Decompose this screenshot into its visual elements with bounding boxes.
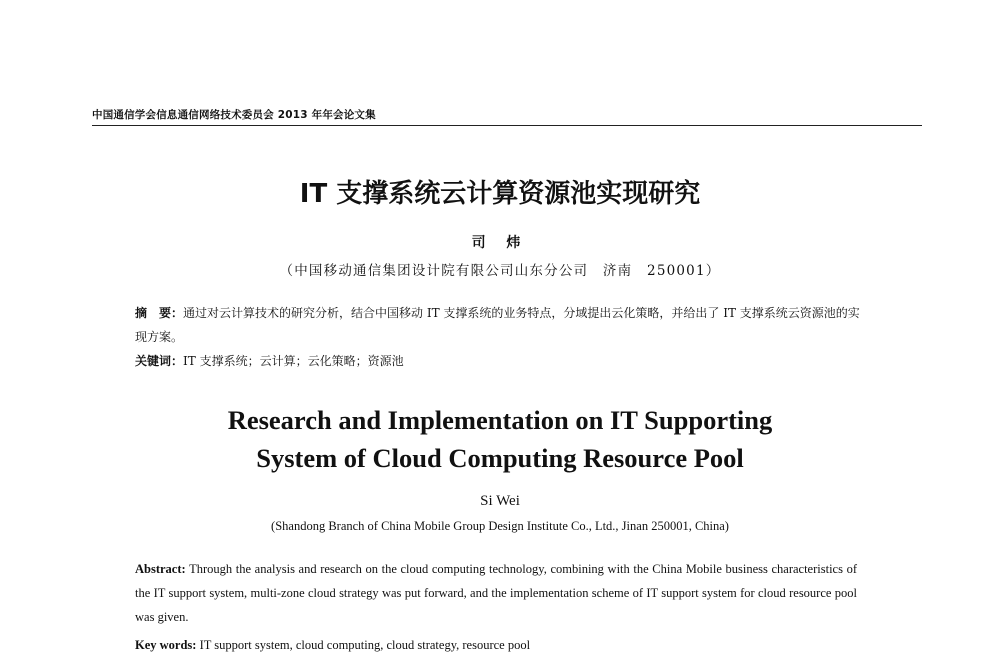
english-title-line-2: System of Cloud Computing Resource Pool: [256, 443, 744, 473]
english-title-line-1: Research and Implementation on IT Supporting: [227, 405, 773, 435]
chinese-title: IT 支撑系统云计算资源池实现研究: [299, 179, 701, 209]
english-affiliation: (Shandong Branch of China Mobile Group Design Institute Co., Ltd., Jinan 250001, China): [271, 519, 729, 533]
chinese-abstract: [135, 301, 865, 349]
english-abstract-label: Abstract:: [135, 562, 186, 576]
english-keywords-text: IT support system, cloud computing, cloud strategy, resource pool: [199, 638, 531, 652]
english-keywords-label: Key words:: [135, 638, 197, 652]
chinese-abstract-label: 摘 要：: [135, 306, 184, 320]
chinese-keywords-text: IT 支撑系统；云计算；云化策略；资源池: [183, 354, 404, 368]
english-title: [0, 401, 1000, 477]
chinese-keywords: [135, 352, 865, 370]
english-abstract: [135, 557, 857, 629]
chinese-author: 司 炜: [471, 235, 529, 251]
chinese-affiliation: （中国移动通信集团设计院有限公司山东分公司 济南 250001）: [279, 263, 721, 279]
running-header: 中国通信学会信息通信网络技术委员会 2013 年年会论文集: [92, 109, 376, 121]
header-rule: [92, 125, 922, 126]
english-keywords: [135, 636, 857, 654]
chinese-keywords-label: 关键词：: [135, 354, 184, 368]
english-abstract-text: Through the analysis and research on the cloud computing technology, combining with the China Mobile business characteristics of the IT support system, multi-zone cloud strategy was put forward, and the implementation scheme of IT support system for cloud resource pool was given.: [135, 562, 857, 624]
english-author: Si Wei: [480, 493, 520, 509]
chinese-abstract-text: 通过对云计算技术的研究分析，结合中国移动 IT 支撑系统的业务特点，分域提出云化策略，并给出了 IT 支撑系统云资源池的实现方案。: [135, 306, 860, 344]
